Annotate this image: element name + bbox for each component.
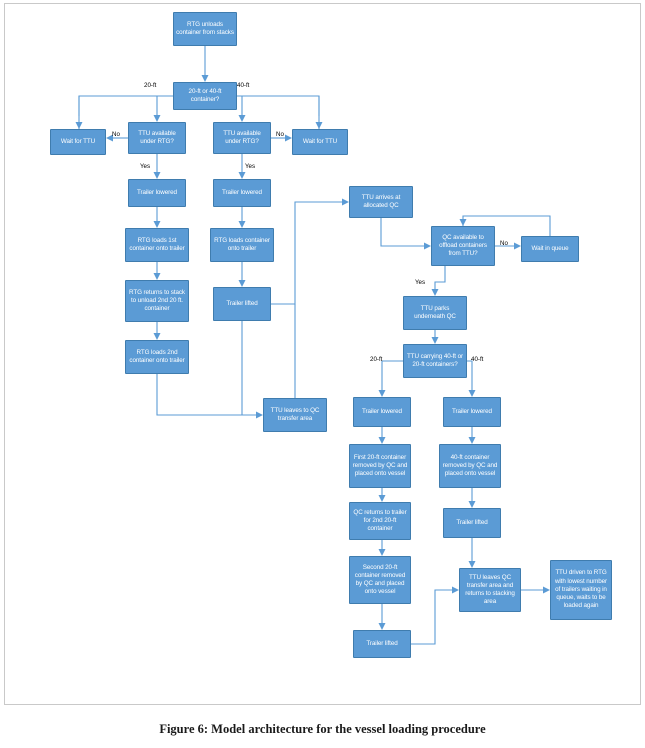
flow-node-n8: Trailer lowered bbox=[213, 179, 271, 207]
flow-node-n12: Trailer lifted bbox=[213, 287, 271, 321]
flow-node-n19: TTU carrying 40-ft or 20-ft containers? bbox=[403, 344, 467, 378]
figure-frame bbox=[4, 3, 641, 705]
figure-caption: Figure 6: Model architecture for the vessel loading procedure bbox=[159, 722, 486, 736]
flow-node-n24: QC returns to trailer for 2nd 20-ft container bbox=[349, 502, 411, 540]
flow-node-n6: Wait for TTU bbox=[292, 129, 348, 155]
flow-node-n3: Wait for TTU bbox=[50, 129, 106, 155]
flow-node-n27: TTU leaves QC transfer area and returns to stacking area bbox=[459, 568, 521, 612]
flow-edge-label: 40-ft bbox=[471, 356, 484, 363]
flow-node-n23: 40-ft container removed by QC and placed onto vessel bbox=[439, 444, 501, 488]
flow-edge-label: Yes bbox=[245, 163, 256, 170]
flow-node-n2: 20-ft or 40-ft container? bbox=[173, 82, 237, 110]
flow-edge-label: No bbox=[276, 131, 284, 138]
flow-node-n26: Second 20-ft container removed by QC and placed onto vessel bbox=[349, 556, 411, 604]
flow-node-n18: TTU parks underneath QC bbox=[403, 296, 467, 330]
flow-node-n1: RTG unloads container from stacks bbox=[173, 12, 237, 46]
flow-node-n15: TTU arrives at allocated QC bbox=[349, 186, 413, 218]
flow-node-n9: RTG loads 1st container onto trailer bbox=[125, 228, 189, 262]
flow-edge-label: 20-ft bbox=[370, 356, 383, 363]
flow-node-n21: Trailer lowered bbox=[443, 397, 501, 427]
flow-edge-label: 20-ft bbox=[144, 82, 157, 89]
flow-node-n28: TTU driven to RTG with lowest number of trailers waiting in queue, waits to be loaded again bbox=[550, 560, 612, 620]
flowchart-connectors bbox=[5, 4, 642, 706]
flow-node-n10: RTG loads container onto trailer bbox=[210, 228, 274, 262]
flow-edge-label: 40-ft bbox=[237, 82, 250, 89]
flow-node-n11: RTG returns to stack to unload 2nd 20 ft. container bbox=[125, 280, 189, 322]
flow-edge-label: No bbox=[112, 131, 120, 138]
flow-node-n7: Trailer lowered bbox=[128, 179, 186, 207]
flow-node-n22: First 20-ft container removed by QC and placed onto vessel bbox=[349, 444, 411, 488]
flow-node-n14: TTU leaves to QC transfer area bbox=[263, 398, 327, 432]
flow-node-n25: Trailer lifted bbox=[443, 508, 501, 538]
flow-node-n29: Trailer lifted bbox=[353, 630, 411, 658]
flow-node-n17: Wait in queue bbox=[521, 236, 579, 262]
flow-node-n5: TTU available under RTG? bbox=[213, 122, 271, 154]
flow-edge-label: Yes bbox=[140, 163, 151, 170]
flow-edge-label: Yes bbox=[415, 279, 426, 286]
flow-edge-label: No bbox=[500, 240, 508, 247]
flow-node-n13: RTG loads 2nd container onto trailer bbox=[125, 340, 189, 374]
flow-node-n16: QC available to offload containers from TTU? bbox=[431, 226, 495, 266]
flow-node-n4: TTU available under RTG? bbox=[128, 122, 186, 154]
flow-node-n20: Trailer lowered bbox=[353, 397, 411, 427]
